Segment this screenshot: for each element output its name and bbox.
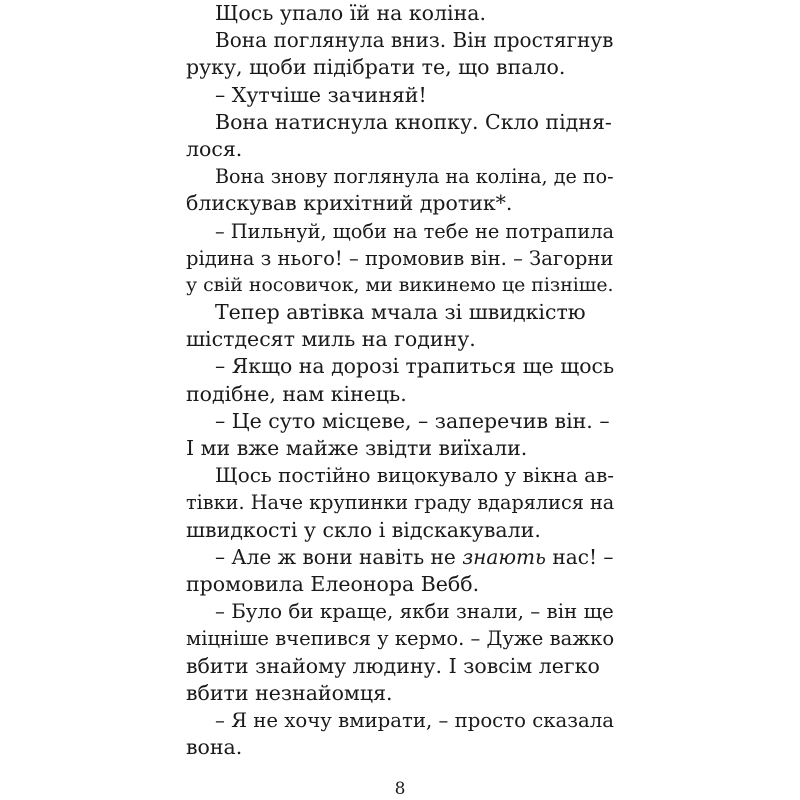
text-line: Щось упало їй на коліна. — [215, 1, 486, 25]
text-line: Вона натиснула кнопку. Скло підня- — [215, 109, 612, 134]
text-line: І ми вже майже звідти виїхали. — [186, 436, 528, 460]
text-line: Вона знову поглянула на коліна, де по- — [215, 165, 614, 189]
text-line: – Було би краще, якби знали, – він ще — [215, 600, 614, 624]
text-line: у свій носовичок, ми викинемо це пізніше. — [186, 273, 614, 296]
text-line: подібне, нам кінець. — [186, 381, 407, 406]
text-line: швидкості у скло і відскакували. — [186, 517, 541, 542]
text-line: промовила Елеонора Вебб. — [186, 571, 480, 596]
text-line: Тепер автівка мчала зі швидкістю — [215, 300, 586, 325]
text-line: шістдесят миль на годину. — [186, 327, 476, 352]
text-line: вбити знайому людину. І зовсім легко — [186, 653, 600, 678]
page-number: 8 — [394, 779, 406, 799]
text-line: вона. — [186, 735, 243, 760]
text-line: – Це суто місцеве, – заперечив він. – — [215, 408, 610, 433]
text-line: – Я не хочу вмирати, – просто сказала — [215, 708, 614, 732]
text-line: Щось постійно вицокувало у вікна ав- — [215, 463, 615, 488]
text-span: нас! – — [545, 544, 614, 569]
text-column — [186, 0, 614, 761]
text-line: тівки. Наче крупинки граду вдарялися на — [186, 491, 615, 515]
text-line: рідина з нього! – промовив він. – Загорни — [186, 246, 614, 270]
text-line: Вона поглянула вниз. Він простягнув — [215, 28, 614, 53]
text-line — [186, 544, 614, 571]
text-line: вбити незнайомця. — [186, 680, 393, 705]
text-line: лося. — [186, 136, 243, 161]
text-line: руку, щоби підібрати те, що впало. — [186, 55, 566, 80]
text-line: – Хутчіше зачиняй! — [215, 82, 427, 107]
text-line: блискував крихітний дротик*. — [186, 191, 513, 216]
text-span: – Але ж вони навіть не — [215, 544, 463, 569]
text-line: – Якщо на дорозі трапиться ще щось — [215, 354, 615, 379]
text-line: міцніше вчепився у кермо. – Дуже важко — [186, 627, 615, 651]
text-line: – Пильнуй, щоби на тебе не потрапила — [215, 219, 615, 243]
italic-word: знають — [462, 544, 546, 569]
